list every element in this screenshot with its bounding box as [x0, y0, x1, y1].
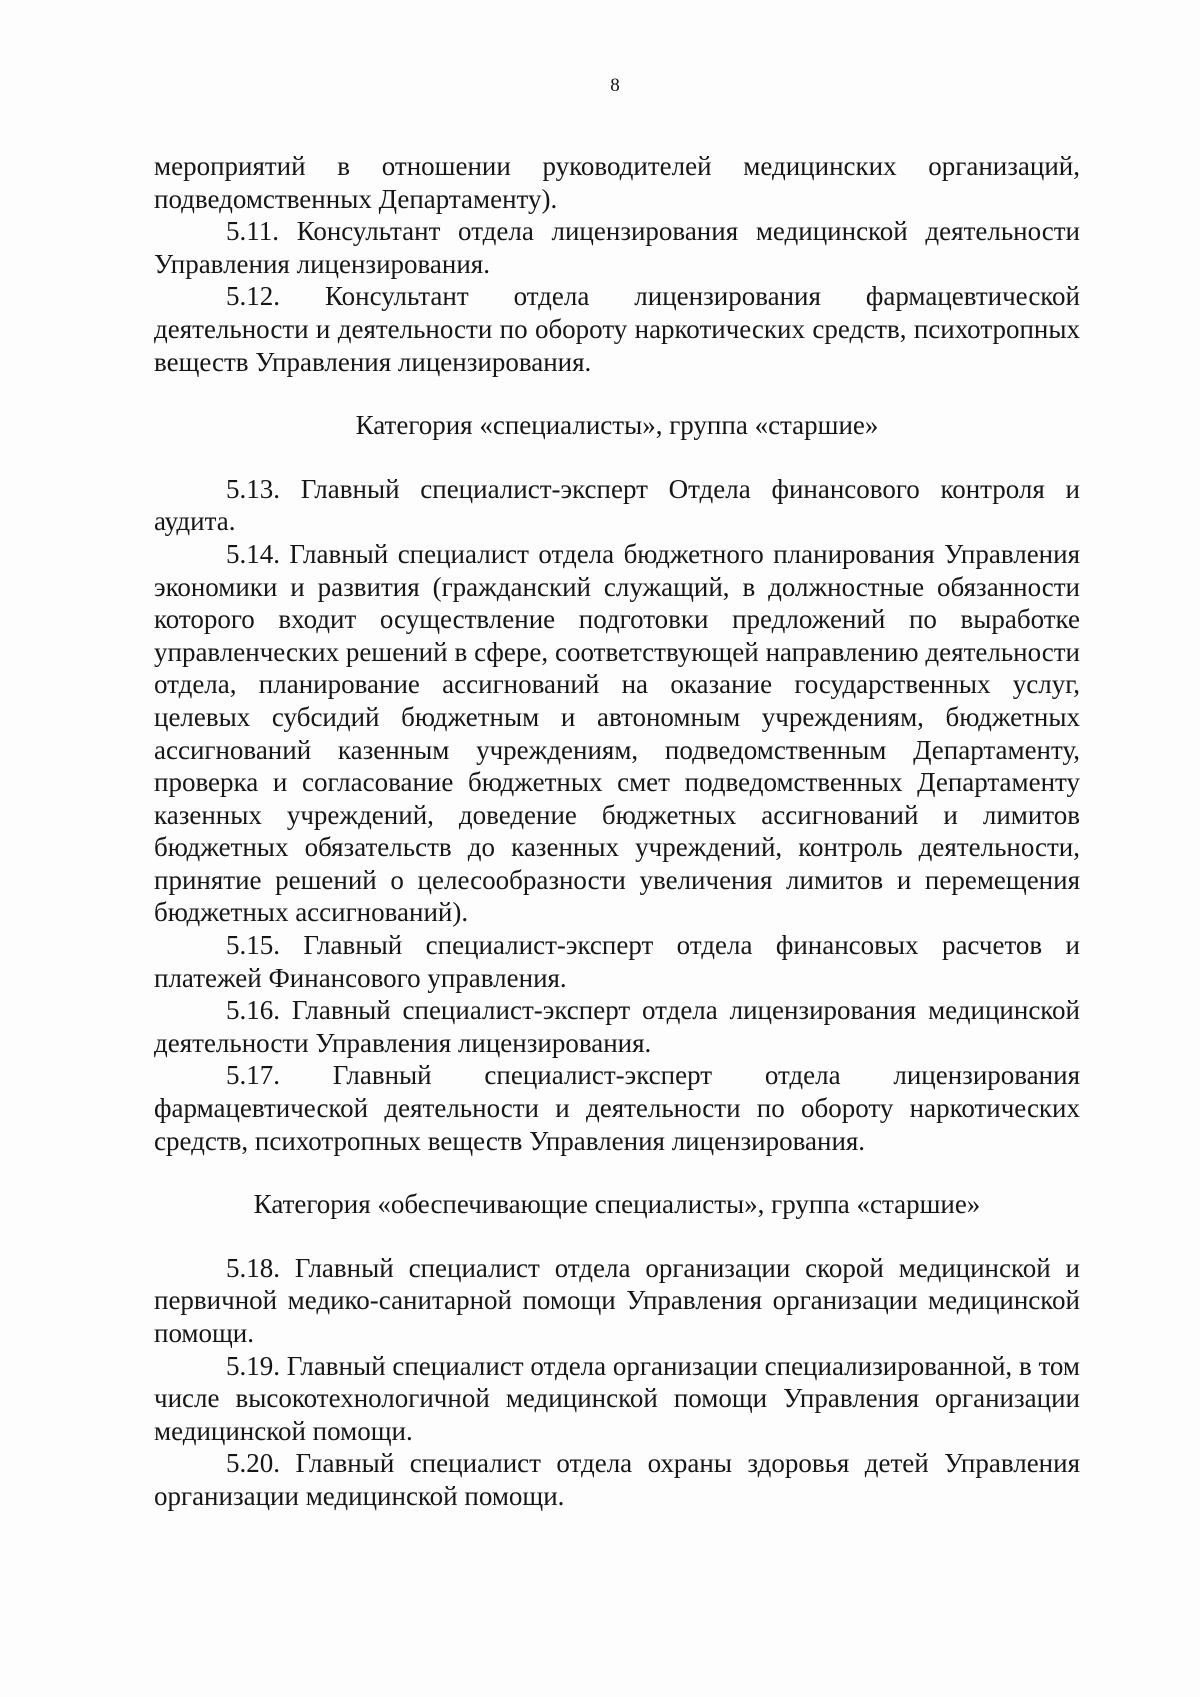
paragraph-5-18: 5.18. Главный специалист отдела организации скорой медицинской и первичной медико-санитарной помощи Управления организации медицинской помощи. — [154, 1252, 1080, 1348]
paragraph-5-11: 5.11. Консультант отдела лицензирования медицинской деятельности Управления лицензирования. — [154, 216, 1080, 279]
paragraph-continuation: мероприятий в отношении руководителей медицинских организаций, подведомственных Департаменту). — [154, 151, 1080, 214]
paragraph-5-19: 5.19. Главный специалист отдела организации специализированной, в том числе высокотехнологичной медицинской помощи Управления организации медицинской помощи. — [154, 1350, 1080, 1446]
section-heading-supporting-specialists-senior: Категория «обеспечивающие специалисты», группа «старшие» — [253, 1189, 981, 1220]
paragraph-5-13: 5.13. Главный специалист-эксперт Отдела финансового контроля и аудита. — [154, 473, 1080, 537]
paragraph-5-15: 5.15. Главный специалист-эксперт отдела финансовых расчетов и платежей Финансового управления. — [154, 930, 1080, 993]
page-number: 8 — [610, 75, 620, 96]
paragraph-5-12: 5.12. Консультант отдела лицензирования фармацевтической деятельности и деятельности по обороту наркотических средств, психотропных веществ Управления лицензирования. — [154, 281, 1080, 377]
paragraph-5-20: 5.20. Главный специалист отдела охраны здоровья детей Управления организации медицинской помощи. — [154, 1448, 1080, 1511]
paragraph-5-16: 5.16. Главный специалист-эксперт отдела лицензирования медицинской деятельности Управления лицензирования. — [154, 995, 1080, 1058]
document-body — [154, 150, 1080, 1513]
paragraph-5-17: 5.17. Главный специалист-эксперт отдела лицензирования фармацевтической деятельности и деятельности по обороту наркотических средств, психотропных веществ Управления лицензирования. — [154, 1060, 1080, 1156]
section-heading-specialists-senior: Категория «специалисты», группа «старшие» — [355, 410, 879, 441]
paragraph-5-14: 5.14. Главный специалист отдела бюджетного планирования Управления экономики и развития (гражданский служащий, в должностные обязанности которого входит осуществление подготовки предложений по выработке управленческих решений в сфере, соответствующей направлению деятельности отдела, планирование ассигнований на оказание государственных услуг, целевых субсидий бюджетным и автономным учреждениям, бюджетных ассигнований казенным учреждениям, подведомственным Департаменту, проверка и согласование бюджетных смет подведомственных Департаменту казенных учреждений, доведение бюджетных ассигнований и лимитов бюджетных обязательств до казенных учреждений, контроль деятельности, принятие решений о целесообразности увеличения лимитов и перемещения бюджетных ассигнований). — [154, 538, 1080, 928]
